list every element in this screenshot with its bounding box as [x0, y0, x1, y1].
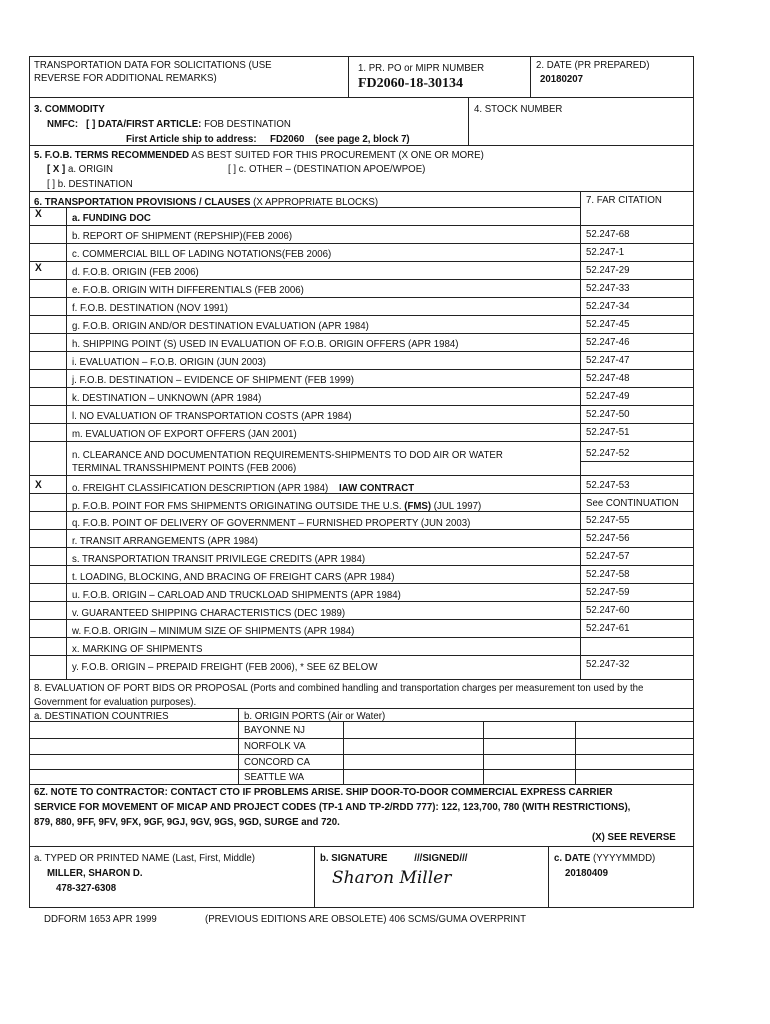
provision-label: g. F.O.B. ORIGIN AND/OR DESTINATION EVALUATION (APR 1984)	[72, 320, 369, 332]
provision-n-far: 52.247-52	[586, 447, 630, 459]
signature-signed: ///SIGNED///	[414, 852, 468, 864]
provision-label: x. MARKING OF SHIPMENTS	[72, 643, 203, 655]
provision-far-citation: 52.247-34	[586, 300, 630, 312]
ship-label: First Article ship to address:	[126, 133, 257, 145]
provision-o-label: o. FREIGHT CLASSIFICATION DESCRIPTION (APR 1984)	[72, 482, 329, 494]
signature-date-value: 20180409	[565, 867, 608, 879]
provision-mark: X	[35, 208, 42, 220]
provision-label: j. F.O.B. DESTINATION – EVIDENCE OF SHIPMENT (FEB 1999)	[72, 374, 354, 386]
provision-far-citation: 52.247-61	[586, 622, 630, 634]
see-reverse: (X) SEE REVERSE	[592, 831, 676, 843]
form-title-line1: TRANSPORTATION DATA FOR SOLICITATIONS (USE	[34, 59, 272, 71]
nmfc-label: NMFC:	[47, 118, 79, 130]
fob-destination-label: b. DESTINATION	[57, 178, 133, 190]
provision-label: v. GUARANTEED SHIPPING CHARACTERISTICS (DEC 1989)	[72, 607, 346, 619]
fob-origin-option	[47, 163, 113, 175]
evaluation-line2: Government for evaluation purposes).	[34, 696, 197, 708]
fob-other-checkbox: [ ]	[228, 163, 237, 175]
origin-ports-label: b. ORIGIN PORTS (Air or Water)	[244, 710, 386, 722]
provision-mark: X	[35, 262, 42, 274]
provision-far-citation: 52.247-49	[586, 390, 630, 402]
provision-far-citation: 52.247-60	[586, 604, 630, 616]
provision-p-label-a: p. F.O.B. POINT FOR FMS SHIPMENTS ORIGINATING OUTSIDE THE U.S.	[72, 500, 402, 512]
footer-note: (PREVIOUS EDITIONS ARE OBSOLETE) 406 SCMS/GUMA OVERPRINT	[205, 913, 527, 925]
provisions-title: 6. TRANSPORTATION PROVISIONS / CLAUSES	[34, 196, 251, 208]
provision-far-citation: 52.247-48	[586, 372, 630, 384]
commodity-label: 3. COMMODITY	[34, 103, 105, 115]
destination-countries-label: a. DESTINATION COUNTRIES	[34, 710, 169, 722]
provision-label: t. LOADING, BLOCKING, AND BRACING OF FREIGHT CARS (APR 1984)	[72, 571, 395, 583]
stock-number-label: 4. STOCK NUMBER	[474, 103, 563, 115]
note-line3: 879, 880, 9FF, 9FV, 9FX, 9GF, 9GJ, 9GV, 9GS, 9GD, SURGE and 720.	[34, 816, 340, 828]
provision-label: u. F.O.B. ORIGIN – CARLOAD AND TRUCKLOAD SHIPMENTS (APR 1984)	[72, 589, 401, 601]
origin-port-4: SEATTLE WA	[244, 771, 305, 783]
provision-far-citation: 52.247-68	[586, 228, 630, 240]
provision-p-label-c: (JUL 1997)	[433, 500, 482, 512]
provision-label: l. NO EVALUATION OF TRANSPORTATION COSTS (APR 1984)	[72, 410, 352, 422]
provisions-title-rest: (X APPROPRIATE BLOCKS)	[253, 196, 379, 208]
fob-other-label: c. OTHER – (DESTINATION APOE/WPOE)	[238, 163, 426, 175]
fob-origin-checkbox: [ X ]	[47, 163, 66, 175]
nmfc-checkbox: [ ]	[86, 118, 96, 130]
provision-label: h. SHIPPING POINT (S) USED IN EVALUATION OF F.O.B. ORIGIN OFFERS (APR 1984)	[72, 338, 459, 350]
provision-o-mark: X	[35, 479, 42, 491]
signature-date-label: c. DATE	[554, 852, 591, 864]
origin-port-1: BAYONNE NJ	[244, 724, 306, 736]
ship-ref: (see page 2, block 7)	[315, 133, 410, 145]
signature-date-format: (YYYYMMDD)	[593, 852, 656, 864]
provision-far-citation: 52.247-29	[586, 264, 630, 276]
provision-p-far: See CONTINUATION	[586, 497, 679, 509]
provision-n-line2: TERMINAL TRANSSHIPMENT POINTS (FEB 2006)	[72, 462, 297, 474]
provision-label: e. F.O.B. ORIGIN WITH DIFFERENTIALS (FEB 2006)	[72, 284, 304, 296]
provision-label: y. F.O.B. ORIGIN – PREPAID FREIGHT (FEB 2006), * SEE 6Z BELOW	[72, 661, 378, 673]
provision-label: k. DESTINATION – UNKNOWN (APR 1984)	[72, 392, 262, 404]
transportation-data-form	[29, 56, 694, 908]
provision-label: a. FUNDING DOC	[72, 212, 151, 224]
fob-destination-checkbox: [ ]	[47, 178, 56, 190]
typed-name-label: a. TYPED OR PRINTED NAME (Last, First, Middle)	[34, 852, 255, 864]
origin-port-2: NORFOLK VA	[244, 740, 306, 752]
provision-label: d. F.O.B. ORIGIN (FEB 2006)	[72, 266, 199, 278]
signature-script: Sharon Miller	[332, 868, 452, 888]
pr-number-value: FD2060-18-30134	[358, 76, 463, 91]
provision-far-citation: 52.247-59	[586, 586, 630, 598]
evaluation-line1: 8. EVALUATION OF PORT BIDS OR PROPOSAL (Ports and combined handling and transportation charges per measurement ton used by the	[34, 682, 644, 694]
fob-other-option	[228, 163, 425, 175]
provision-label: w. F.O.B. ORIGIN – MINIMUM SIZE OF SHIPMENTS (APR 1984)	[72, 625, 355, 637]
provision-label: r. TRANSIT ARRANGEMENTS (APR 1984)	[72, 535, 258, 547]
fob-destination-option	[47, 178, 133, 190]
fob-title-rest: AS BEST SUITED FOR THIS PROCUREMENT (X ONE OR MORE)	[191, 149, 484, 161]
provision-far-citation: 52.247-51	[586, 426, 630, 438]
provision-far-citation: 52.247-55	[586, 514, 630, 526]
form-title-line2: REVERSE FOR ADDITIONAL REMARKS)	[34, 72, 217, 84]
provision-label: c. COMMERCIAL BILL OF LADING NOTATIONS(FEB 2006)	[72, 248, 332, 260]
provision-label: i. EVALUATION – F.O.B. ORIGIN (JUN 2003)	[72, 356, 266, 368]
provision-far-citation: 52.247-56	[586, 532, 630, 544]
provision-far-citation: 52.247-45	[586, 318, 630, 330]
provision-label: f. F.O.B. DESTINATION (NOV 1991)	[72, 302, 229, 314]
provision-far-citation: 52.247-32	[586, 658, 630, 670]
provision-p-label-b: (FMS)	[404, 500, 432, 512]
origin-port-3: CONCORD CA	[244, 756, 311, 768]
fob-title: 5. F.O.B. TERMS RECOMMENDED	[34, 149, 190, 161]
provision-far-citation: 52.247-33	[586, 282, 630, 294]
provision-label: m. EVALUATION OF EXPORT OFFERS (JAN 2001)	[72, 428, 297, 440]
provision-far-citation: 52.247-50	[586, 408, 630, 420]
data-article-value: FOB DESTINATION	[204, 118, 291, 130]
note-line2: SERVICE FOR MOVEMENT OF MICAP AND PROJECT CODES (TP-1 AND TP-2/RDD 777): 122, 123,700, 780 (WITH RESTRICTIONS),	[34, 801, 631, 813]
data-article-label: DATA/FIRST ARTICLE:	[98, 118, 202, 130]
pr-number-label: 1. PR. PO or MIPR NUMBER	[358, 62, 485, 74]
provision-far-citation: 52.247-46	[586, 336, 630, 348]
provision-label: b. REPORT OF SHIPMENT (REPSHIP)(FEB 2006)	[72, 230, 293, 242]
provision-far-citation: 52.247-58	[586, 568, 630, 580]
signature-label-line	[320, 852, 467, 864]
provision-far-citation: 52.247-47	[586, 354, 630, 366]
nmfc-line	[47, 118, 291, 130]
provision-far-citation: 52.247-1	[586, 246, 625, 258]
date-prepared-value: 20180207	[540, 73, 583, 85]
date-prepared-label: 2. DATE (PR PREPARED)	[536, 59, 650, 71]
phone-number: 478-327-6308	[56, 882, 117, 894]
provision-far-citation: 52.247-57	[586, 550, 630, 562]
note-line1: 6Z. NOTE TO CONTRACTOR: CONTACT CTO IF PROBLEMS ARISE. SHIP DOOR-TO-DOOR COMMERCIAL EXPRESS CARRIER	[34, 786, 613, 798]
form-id: DDFORM 1653 APR 1999	[44, 913, 157, 925]
provision-o-extra: IAW CONTRACT	[338, 482, 415, 494]
fob-origin-label: a. ORIGIN	[67, 163, 114, 175]
ship-line	[126, 133, 410, 145]
signature-label: b. SIGNATURE	[320, 852, 388, 864]
ship-value: FD2060	[270, 133, 305, 145]
provision-n-line1: n. CLEARANCE AND DOCUMENTATION REQUIREMENTS-SHIPMENTS TO DOD AIR OR WATER	[72, 449, 503, 461]
far-citation-label: 7. FAR CITATION	[586, 194, 662, 206]
provision-o-far: 52.247-53	[586, 479, 630, 491]
typed-name-value: MILLER, SHARON D.	[47, 867, 143, 879]
fob-title-line	[34, 149, 484, 161]
provision-label: q. F.O.B. POINT OF DELIVERY OF GOVERNMENT – FURNISHED PROPERTY (JUN 2003)	[72, 517, 471, 529]
signature-date-label-line	[554, 852, 655, 864]
provision-label: s. TRANSPORTATION TRANSIT PRIVILEGE CREDITS (APR 1984)	[72, 553, 366, 565]
